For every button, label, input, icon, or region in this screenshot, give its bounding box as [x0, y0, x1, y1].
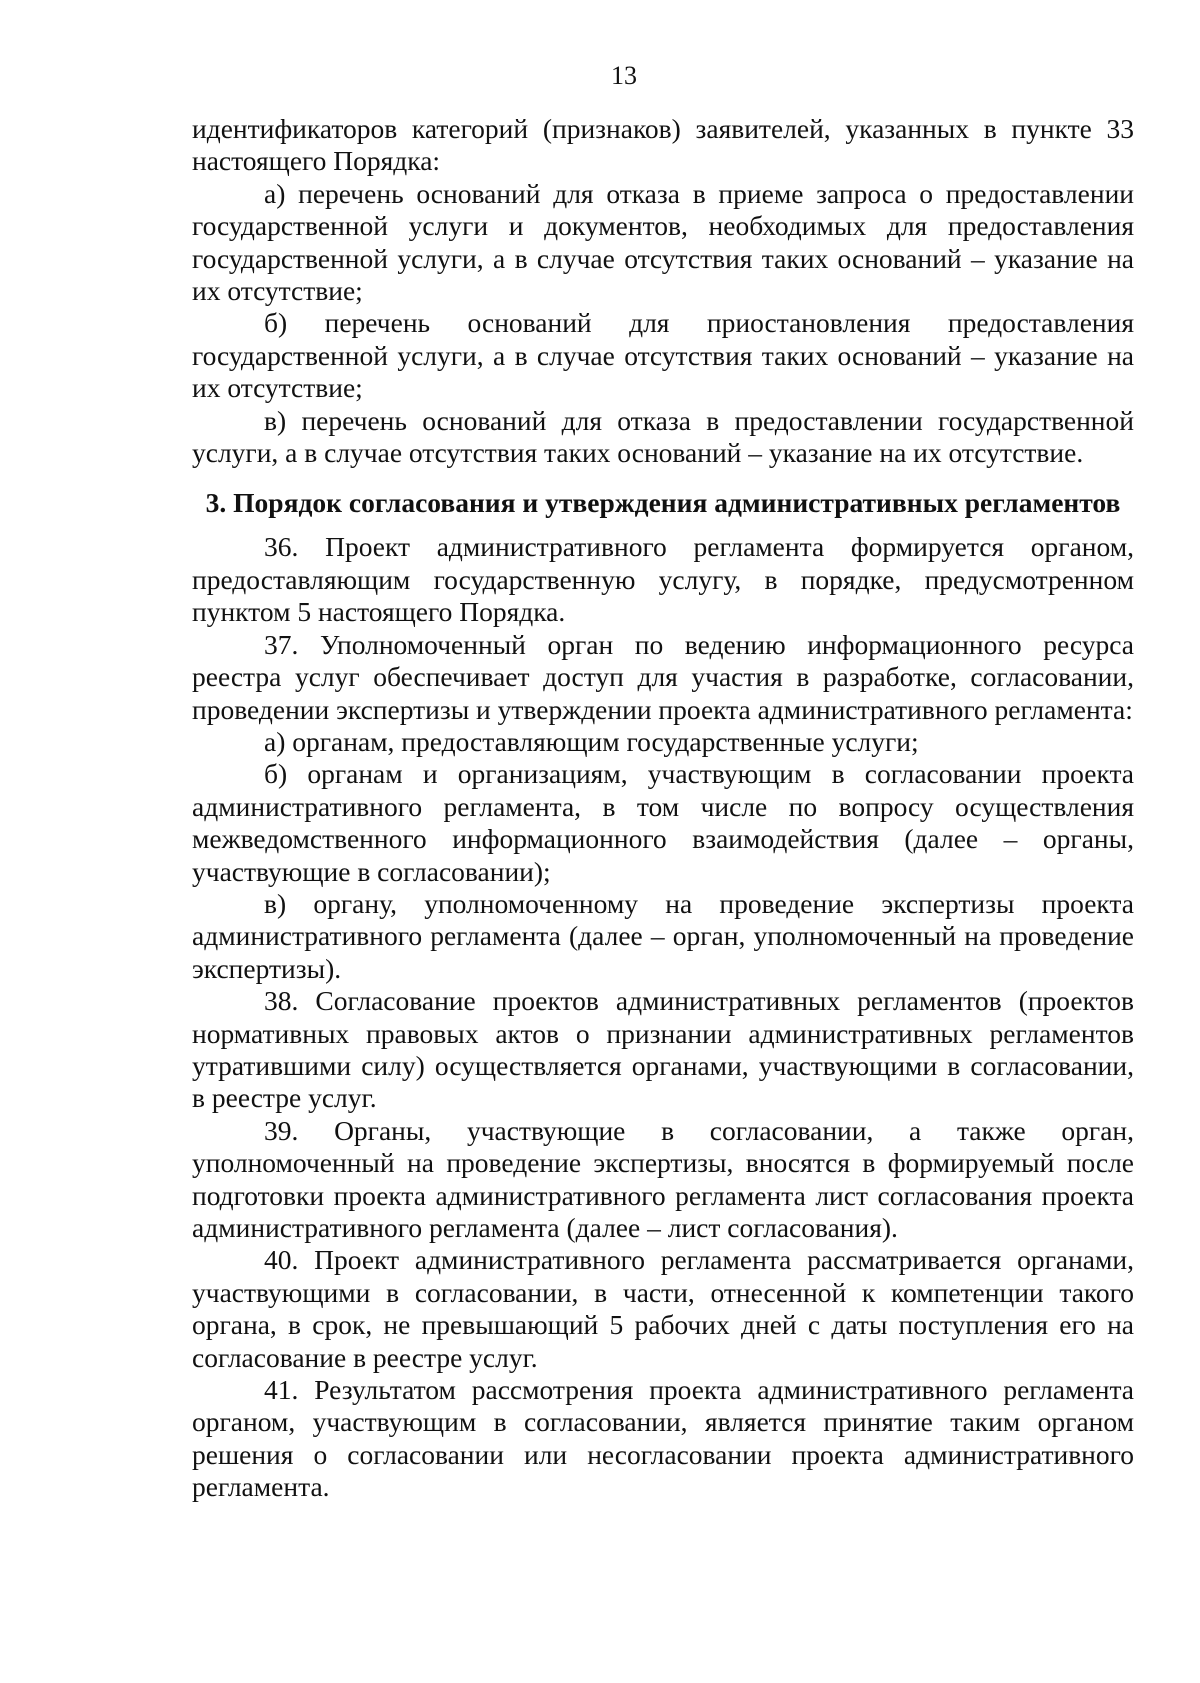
list-item-b: б) перечень оснований для приостановления предоставления государственной услуги, а в случае отсутствия таких оснований – указание на их отсутствие; — [192, 307, 1134, 404]
list-item-v: в) перечень оснований для отказа в предоставлении государственной услуги, а в случае отсутствия таких оснований – указание на их отсутствие. — [192, 404, 1134, 469]
document-body — [192, 113, 1134, 1504]
paragraph-40: 40. Проект административного регламента рассматривается органами, участвующими в согласовании, в части, отнесенной к компетенции такого органа, в срок, не превышающий 5 рабочих дней с даты поступления его на согласование в реестре услуг. — [192, 1244, 1134, 1373]
list-item-a: а) перечень оснований для отказа в приеме запроса о предоставлении государственной услуги и документов, необходимых для предоставления государственной услуги, а в случае отсутствия таких оснований – указание на их отсутствие; — [192, 177, 1134, 307]
paragraph-36: 36. Проект административного регламента формируется органом, предоставляющим государственную услугу, в порядке, предусмотренном пунктом 5 настоящего Порядка. — [192, 531, 1134, 628]
section-heading: 3. Порядок согласования и утверждения административных регламентов — [205, 487, 1121, 519]
paragraph-37-item-v: в) органу, уполномоченному на проведение экспертизы проекта административного регламента (далее – орган, уполномоченный на проведение экспертизы). — [192, 887, 1134, 984]
paragraph-37: 37. Уполномоченный орган по ведению информационного ресурса реестра услуг обеспечивает доступ для участия в разработке, согласовании, проведении экспертизы и утверждении проекта административного регламента: — [192, 628, 1134, 725]
paragraph-39: 39. Органы, участвующие в согласовании, а также орган, уполномоченный на проведение экспертизы, вносятся в формируемый после подготовки проекта административного регламента лист согласования проекта административного регламента (далее – лист согласования). — [192, 1114, 1134, 1243]
page-number: 13 — [611, 61, 637, 90]
paragraph-37-item-b: б) органам и организациям, участвующим в согласовании проекта административного регламента, в том числе по вопросу осуществления межведомственного информационного взаимодействия (далее – органы, участвующие в согласовании); — [192, 758, 1134, 887]
paragraph-41: 41. Результатом рассмотрения проекта административного регламента органом, участвующим в согласовании, является принятие таким органом решения о согласовании или несогласовании проекта административного регламента. — [192, 1374, 1134, 1503]
paragraph-continuation: идентификаторов категорий (признаков) заявителей, указанных в пункте 33 настоящего Порядка: — [192, 113, 1134, 177]
paragraph-37-item-a: а) органам, предоставляющим государственные услуги; — [264, 725, 919, 757]
paragraph-38: 38. Согласование проектов административных регламентов (проектов нормативных правовых актов о признании административных регламентов утратившими силу) осуществляется органами, участвующими в согласовании, в реестре услуг. — [192, 985, 1134, 1114]
